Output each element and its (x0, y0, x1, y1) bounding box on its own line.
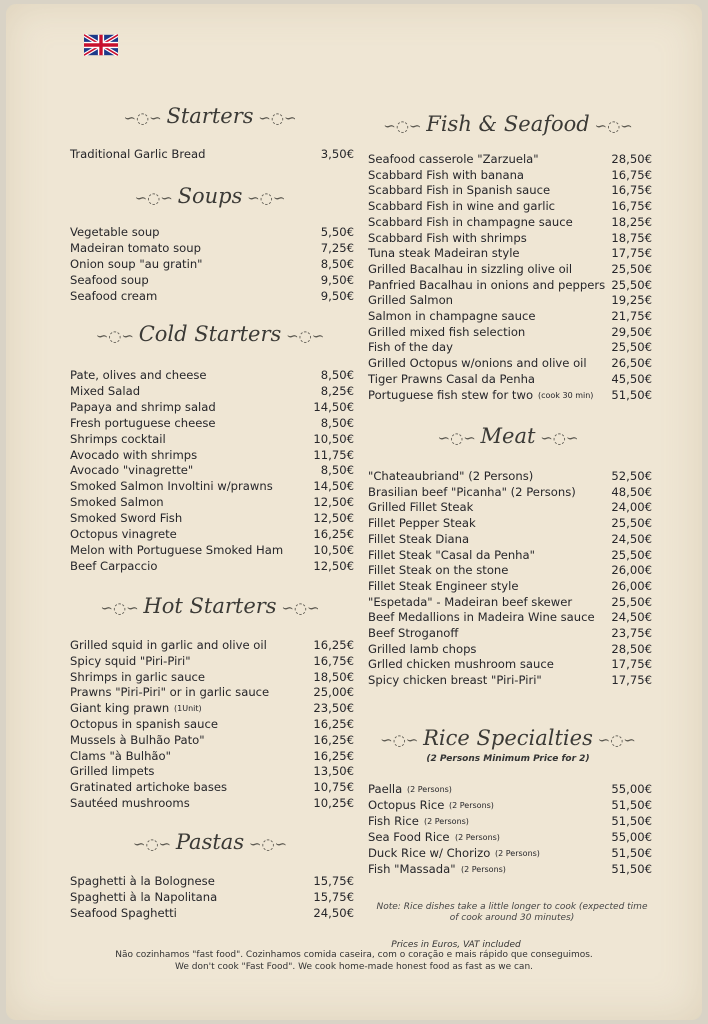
menu-item-name: Avocado "vinagrette" (70, 463, 194, 478)
menu-item (364, 469, 652, 485)
menu-item-note: (1Unit) (174, 704, 202, 714)
menu-item (64, 559, 356, 575)
menu-item-name: "Espetada" - Madeiran beef skewer (368, 594, 573, 609)
menu-item-name: Scabbard Fish in Spanish sauce (368, 183, 551, 198)
menu-item-price: 26,50€ (611, 356, 652, 371)
menu-item-price: 3,50€ (320, 147, 354, 161)
menu-item-name: Beef Medallions in Madeira Wine sauce (368, 610, 595, 625)
menu-item-price: 7,25€ (320, 241, 354, 255)
menu-item-price: 26,00€ (611, 578, 652, 593)
menu-item-price: 8,25€ (320, 383, 354, 398)
menu-item (64, 241, 356, 257)
menu-item-price: 29,50€ (611, 324, 652, 339)
menu-item-price: 24,50€ (313, 906, 354, 920)
menu-item (64, 400, 356, 416)
menu-item (364, 610, 652, 626)
menu-item-name: Seafood Spaghetti (70, 906, 177, 920)
section-heading-soups: ∽◌∽ Soups ∽◌∽ (134, 184, 286, 208)
menu-item-note: (2 Persons) (449, 801, 494, 810)
menu-item (64, 368, 356, 384)
menu-item (364, 246, 652, 262)
menu-item-name: Scabbard Fish with banana (368, 167, 525, 182)
menu-item-price: 16,75€ (313, 653, 354, 668)
menu-item (64, 273, 356, 289)
menu-item-note: (cook 30 min) (538, 390, 594, 400)
menu-item (364, 309, 652, 325)
menu-item (64, 416, 356, 432)
menu-item-price: 17,75€ (611, 673, 652, 688)
menu-item-name: Sautéed mushrooms (70, 796, 190, 810)
menu-item-name: Smoked Salmon (70, 495, 164, 510)
menu-item-price: 10,50€ (313, 431, 354, 446)
menu-item-price: 21,75€ (611, 309, 652, 323)
menu-item-price: 25,50€ (611, 547, 652, 562)
menu-item (364, 830, 652, 846)
menu-item-name: Fish of the day (368, 340, 454, 355)
menu-item-name: Papaya and shrimp salad (70, 399, 216, 414)
menu-item-note: (2 Persons) (424, 817, 469, 826)
menu-item-name: Mussels à Bulhão Pato" (70, 732, 205, 747)
menu-item-name: Paella (368, 782, 403, 796)
menu-item (364, 325, 652, 341)
menu-item-name: Vegetable soup (70, 225, 160, 239)
menu-item-name: Octopus in spanish sauce (70, 717, 218, 731)
menu-item-price: 51,50€ (611, 798, 652, 812)
menu-item (64, 495, 356, 511)
menu-item-name: "Chateaubriand" (2 Persons) (368, 469, 534, 483)
menu-item (64, 890, 356, 906)
menu-item-price: 19,25€ (611, 293, 652, 308)
menu-item-name: Spicy chicken breast "Piri-Piri" (368, 673, 542, 688)
menu-item (364, 231, 652, 247)
menu-item-name: Grlled chicken mushroom sauce (368, 657, 554, 672)
menu-item (364, 862, 652, 878)
menu-item-name: Clams "à Bulhão" (70, 748, 171, 763)
menu-item (364, 500, 652, 516)
menu-item (64, 749, 356, 765)
menu-item (364, 642, 652, 658)
menu-item (364, 388, 652, 404)
menu-item (364, 626, 652, 642)
menu-item (364, 168, 652, 184)
menu-item-name: Duck Rice w/ Chorizo (368, 846, 491, 860)
menu-item (64, 432, 356, 448)
menu-item (364, 846, 652, 862)
section-heading-rice: ∽◌∽ Rice Specialties ∽◌∽ (380, 726, 636, 750)
menu-item-price: 16,25€ (313, 732, 354, 747)
menu-item-name: Shrimps cocktail (70, 431, 166, 446)
rice-note: Note: Rice dishes take a little longer to cook (expected time of cook around 30 minutes) (376, 902, 648, 923)
menu-item (64, 796, 356, 812)
menu-item-price: 16,75€ (611, 183, 652, 198)
menu-item-price: 5,50€ (320, 225, 354, 239)
menu-item-price: 16,25€ (313, 717, 354, 731)
menu-item-price: 13,50€ (313, 764, 354, 779)
menu-item-name: Smoked Sword Fish (70, 511, 183, 526)
menu-item-name: Fish "Massada" (368, 862, 456, 876)
menu-item (64, 527, 356, 543)
section-heading-fish: ∽◌∽ Fish & Seafood ∽◌∽ (383, 112, 633, 136)
uk-flag-icon (84, 34, 118, 56)
menu-item (364, 356, 652, 372)
menu-item (364, 199, 652, 215)
menu-item-price: 17,75€ (611, 657, 652, 672)
menu-item (364, 485, 652, 501)
menu-item (64, 906, 356, 922)
menu-item-name: Beef Carpaccio (70, 558, 158, 573)
menu-item-name: Grilled squid in garlic and olive oil (70, 638, 267, 652)
menu-item (364, 814, 652, 830)
menu-item-price: 48,50€ (611, 484, 652, 499)
menu-item-price: 51,50€ (611, 846, 652, 860)
menu-item-name: Seafood casserole "Zarzuela" (368, 152, 539, 166)
menu-item-name: Spaghetti à la Napolitana (70, 890, 218, 904)
section-heading-cold-starters: ∽◌∽ Cold Starters ∽◌∽ (95, 322, 325, 346)
menu-item-name: Fresh portuguese cheese (70, 415, 216, 430)
menu-item-price: 16,25€ (313, 748, 354, 763)
menu-item-name: Spaghetti à la Bolognese (70, 874, 215, 888)
menu-item (64, 733, 356, 749)
menu-page (6, 4, 702, 1020)
menu-item-name: Scabbard Fish in champagne sauce (368, 214, 573, 229)
menu-item-name: Grilled Octopus w/onions and olive oil (368, 356, 587, 371)
menu-item (64, 147, 356, 163)
section-heading-meat: ∽◌∽ Meat ∽◌∽ (437, 424, 579, 448)
menu-item-name: Fillet Steak Engineer style (368, 578, 519, 593)
menu-item-name: Seafood soup (70, 273, 149, 287)
menu-item (364, 516, 652, 532)
menu-item (364, 293, 652, 309)
menu-item (64, 717, 356, 733)
menu-item (364, 579, 652, 595)
menu-item (364, 183, 652, 199)
menu-item-name: Prawns "Piri-Piri" or in garlic sauce (70, 685, 270, 700)
menu-item-name: Scabbard Fish in wine and garlic (368, 199, 556, 214)
menu-item-price: 25,00€ (313, 685, 354, 700)
menu-item (64, 670, 356, 686)
menu-item-name: Sea Food Rice (368, 830, 450, 844)
menu-item-name: Panfried Bacalhau in onions and peppers (368, 277, 606, 292)
menu-item-name: Seafood cream (70, 289, 158, 303)
menu-item-name: Smoked Salmon Involtini w/prawns (70, 479, 273, 494)
menu-item (364, 548, 652, 564)
menu-item (64, 701, 356, 717)
menu-item (364, 657, 652, 673)
menu-item (64, 384, 356, 400)
menu-item-note: (2 Persons) (407, 785, 452, 794)
menu-item-name: Fillet Steak on the stone (368, 563, 509, 578)
menu-item-price: 16,25€ (313, 527, 354, 541)
menu-item-name: Brasilian beef "Picanha" (2 Persons) (368, 484, 576, 499)
menu-item-name: Grilled lamb chops (368, 641, 477, 656)
menu-item-price: 9,50€ (320, 273, 354, 287)
menu-item-price: 8,50€ (320, 463, 354, 478)
menu-item-price: 25,50€ (611, 516, 652, 531)
menu-item-price: 16,75€ (611, 167, 652, 182)
menu-item-price: 8,50€ (320, 368, 354, 382)
menu-item-price: 12,50€ (313, 495, 354, 510)
menu-item-name: Melon with Portuguese Smoked Ham (70, 542, 284, 557)
footer-prices: Prices in Euros, VAT included (391, 940, 521, 950)
menu-item-name: Mixed Salad (70, 383, 141, 398)
menu-item-name: Onion soup "au gratin" (70, 257, 203, 271)
menu-item-name: Grilled Fillet Steak (368, 500, 474, 515)
menu-item-price: 16,75€ (611, 199, 652, 214)
menu-item (364, 372, 652, 388)
menu-item-price: 25,50€ (611, 277, 652, 292)
menu-item-name: Traditional Garlic Bread (70, 147, 206, 161)
section-heading-pastas: ∽◌∽ Pastas ∽◌∽ (132, 830, 288, 854)
menu-item-price: 25,50€ (611, 340, 652, 355)
menu-item-name: Tuna steak Madeiran style (368, 246, 520, 261)
menu-item (364, 278, 652, 294)
menu-item (64, 463, 356, 479)
menu-item-price: 18,75€ (611, 230, 652, 245)
menu-item (64, 543, 356, 559)
menu-item-price: 55,00€ (611, 830, 652, 844)
menu-item-name: Octopus vinagrete (70, 527, 177, 541)
menu-item-price: 24,50€ (611, 610, 652, 625)
menu-item-note: (2 Persons) (461, 865, 506, 874)
menu-item (64, 780, 356, 796)
menu-item-name: Octopus Rice (368, 798, 445, 812)
menu-item-price: 28,50€ (611, 152, 652, 166)
menu-item (64, 685, 356, 701)
menu-item-name: Tiger Prawns Casal da Penha (368, 371, 536, 386)
menu-item-price: 14,50€ (313, 479, 354, 494)
menu-item (364, 595, 652, 611)
menu-item (64, 638, 356, 654)
menu-item (364, 262, 652, 278)
menu-item-name: Pate, olives and cheese (70, 368, 207, 382)
menu-item (64, 511, 356, 527)
menu-item-name: Madeiran tomato soup (70, 241, 201, 255)
menu-item-price: 45,50€ (611, 371, 652, 386)
menu-item-price: 51,50€ (611, 862, 652, 876)
menu-item-name: Grilled mixed fish selection (368, 324, 526, 339)
menu-item (364, 673, 652, 689)
menu-item (364, 152, 652, 168)
menu-item-price: 8,50€ (320, 257, 354, 271)
menu-item-price: 18,25€ (611, 214, 652, 229)
menu-item-name: Spicy squid "Piri-Piri" (70, 653, 191, 668)
menu-item-price: 17,75€ (611, 246, 652, 261)
footer-portuguese: Não cozinhamos "fast food". Cozinhamos comida caseira, com o coração e mais rápido que conseguimos. (115, 950, 593, 960)
menu-item-price: 9,50€ (320, 289, 354, 303)
menu-item (364, 532, 652, 548)
menu-item (64, 448, 356, 464)
menu-item-name: Grilled limpets (70, 764, 155, 779)
menu-item-price: 15,75€ (313, 890, 354, 904)
menu-item-price: 24,50€ (611, 531, 652, 546)
menu-item (364, 782, 652, 798)
menu-item-note: (2 Persons) (455, 833, 500, 842)
menu-item (64, 257, 356, 273)
menu-item (364, 798, 652, 814)
menu-item (64, 289, 356, 305)
menu-item (364, 340, 652, 356)
rice-subtitle: (2 Persons Minimum Price for 2) (426, 754, 590, 764)
menu-item-price: 15,75€ (313, 874, 354, 888)
menu-item (364, 215, 652, 231)
menu-item-price: 12,50€ (313, 511, 354, 526)
menu-item-price: 26,00€ (611, 563, 652, 578)
footer-english: We don't cook "Fast Food". We cook home-made honest food as fast as we can. (174, 962, 534, 972)
menu-item-name: Avocado with shrimps (70, 447, 198, 462)
menu-item-name: Fillet Pepper Steak (368, 516, 476, 531)
menu-item (64, 225, 356, 241)
menu-item-name: Grilled Bacalhau in sizzling olive oil (368, 261, 573, 276)
menu-item-price: 51,50€ (611, 387, 652, 402)
menu-item-name: Beef Stroganoff (368, 626, 459, 640)
menu-item-name: Fillet Steak "Casal da Penha" (368, 547, 535, 562)
section-heading-starters: ∽◌∽ Starters ∽◌∽ (123, 104, 297, 128)
menu-item (64, 874, 356, 890)
menu-item-price: 10,50€ (313, 542, 354, 557)
menu-item-price: 55,00€ (611, 782, 652, 796)
menu-item-name: Portuguese fish stew for two (368, 387, 534, 402)
menu-item-name: Shrimps in garlic sauce (70, 669, 206, 684)
menu-item-price: 25,50€ (611, 594, 652, 609)
menu-item-price: 11,75€ (313, 447, 354, 462)
menu-item (64, 654, 356, 670)
menu-item-price: 16,25€ (313, 638, 354, 652)
menu-item-name: Grilled Salmon (368, 293, 454, 308)
menu-item-price: 18,50€ (313, 669, 354, 684)
menu-item-name: Scabbard Fish with shrimps (368, 230, 527, 245)
menu-item (364, 563, 652, 579)
section-heading-hot-starters: ∽◌∽ Hot Starters ∽◌∽ (100, 594, 320, 618)
menu-item-name: Gratinated artichoke bases (70, 780, 228, 795)
menu-item-price: 14,50€ (313, 399, 354, 414)
menu-item-note: (2 Persons) (495, 849, 540, 858)
menu-item-name: Fillet Steak Diana (368, 531, 470, 546)
menu-item-price: 24,00€ (611, 500, 652, 515)
menu-item-price: 10,25€ (313, 796, 354, 810)
menu-item-name: Giant king prawn (70, 701, 170, 716)
menu-item-price: 10,75€ (313, 780, 354, 795)
menu-item-name: Fish Rice (368, 814, 419, 828)
menu-item-price: 28,50€ (611, 641, 652, 656)
menu-item-price: 23,75€ (611, 626, 652, 640)
menu-item-price: 51,50€ (611, 814, 652, 828)
menu-item-price: 25,50€ (611, 261, 652, 276)
menu-item-price: 8,50€ (320, 415, 354, 430)
menu-item-price: 12,50€ (313, 558, 354, 573)
menu-item (64, 764, 356, 780)
menu-item (64, 479, 356, 495)
menu-item-price: 52,50€ (611, 469, 652, 483)
menu-item-name: Salmon in champagne sauce (368, 309, 536, 323)
menu-item-price: 23,50€ (313, 701, 354, 716)
